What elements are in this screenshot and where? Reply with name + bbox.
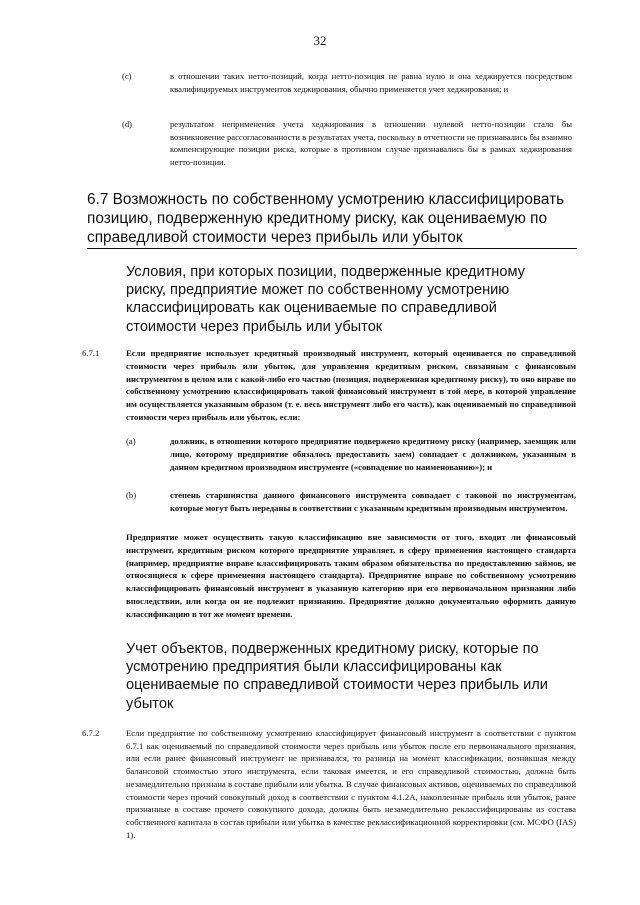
list-item-c bbox=[122, 70, 572, 95]
list-item-text: в отношении таких нетто-позиций, когда нетто-позиция не равна нулю и она хеджируется посредством квалифицируемых инструментов хеджирования, обычно применяется учет хеджирования; и bbox=[170, 71, 572, 94]
list-item-text: должник, в отношении которого предприятие подвержено кредитному риску (например, заемщик или лицо, которому предприятие обязалось предоставить заем) совпадает с должником, указанным в данном кредитном производном инструменте («совпадение по наименованию»); и bbox=[170, 436, 576, 472]
list-item-text: степень старшинства данного финансового инструмента совпадает с таковой по инструментам, которые могут быть переданы в соответствии с указанным кредитным производным инструментом. bbox=[170, 490, 576, 513]
sub-item-b bbox=[126, 489, 576, 515]
list-item-text: результатом неприменения учета хеджирования в отношении нулевой нетто-позиции стало бы возникновение рассогласованности в результатах учета, поскольку в отчетности не признавались бы взаимно компенсирующие позиции риска, которые в противном случае признавались бы в рамках хеджирования нетто-позиции. bbox=[170, 119, 572, 167]
list-marker: (b) bbox=[126, 490, 137, 500]
list-marker: (a) bbox=[126, 436, 136, 446]
list-item-d bbox=[122, 118, 572, 168]
section-heading: 6.7 Возможность по собственному усмотрению классифицировать позицию, подверженную кредитному риску, как оцениваемую по справедливой стоимости через прибыль или убыток bbox=[87, 191, 565, 246]
subheading-conditions: Условия, при которых позиции, подверженные кредитному риску, предприятие может по собственному усмотрению классифицировать как оцениваемые по справедливой стоимости через прибыль или убыток bbox=[126, 264, 525, 335]
list-marker: (c) bbox=[122, 71, 132, 81]
paragraph-6-7-1-continued: Предприятие может осуществить такую классификацию вне зависимости от того, входит ли финансовый инструмент, кредитным риском которого предприятие управляет, в сферу применения настоящего стандарта (например, предприятие вправе классифицировать таким образом обязательства по предоставлению займов, не относящиеся к сфере применения настоящего стандарта). Предприятие вправе по собственному усмотрению классифицировать финансовый инструмент в указанную категорию при его первоначальном признании либо впоследствии, или когда он не подлежит признанию. Предприятие должно документально оформить данную классификацию в тот же момент времени. bbox=[126, 532, 576, 619]
sub-item-a bbox=[126, 435, 576, 473]
paragraph-6-7-1 bbox=[82, 347, 576, 424]
paragraph-number: 6.7.2 bbox=[82, 728, 100, 738]
paragraph-number: 6.7.1 bbox=[82, 348, 100, 358]
page-number: 32 bbox=[313, 33, 327, 48]
heading-underline bbox=[87, 248, 577, 249]
paragraph-6-7-2 bbox=[82, 727, 576, 841]
list-marker: (d) bbox=[122, 119, 133, 129]
paragraph-text: Если предприятие использует кредитный производный инструмент, который оценивается по справедливой стоимости через прибыль или убыток, для управления кредитным риском, связанным с финансовым инструментом в целом или с какой-либо его частью (позиция, подверженная кредитному риску), то оно вправе по собственному усмотрению классифицировать такой финансовый инструмент в той мере, в которой управление им осуществляется указанным образом (т. е. весь инструмент либо его часть), как оцениваемый по справедливой стоимости через прибыль или убыток, если: bbox=[126, 348, 576, 422]
paragraph-text: Если предприятие по собственному усмотрению классифицирует финансовый инструмент в соответствии с пунктом 6.7.1 как оцениваемый по справедливой стоимости через прибыль или убыток после его первоначального признания, или если ранее финансовый инструмент не признавался, то разница на момент классификации, возникшая между балансовой стоимостью этого инструмента, если таковая имеется, и его справедливой стоимостью, должна быть незамедлительно признана в составе прибыли или убытка. В случае финансовых активов, оцениваемых по справедливой стоимости через прочий совокупный доход в соответствии с пунктом 4.1.2А, накопленные прибыль или убыток, ранее признанные в составе прочего совокупного дохода, должны быть незамедлительно реклассифицированы из состава собственного капитала в состав прибыли или убытка в качестве реклассификационной корректировки (см. МСФО (IAS) 1). bbox=[126, 728, 576, 840]
subheading-accounting: Учет объектов, подверженных кредитному риску, которые по усмотрению предприятия были классифицированы как оцениваемые по справедливой стоимости через прибыль или убыток bbox=[126, 641, 548, 712]
